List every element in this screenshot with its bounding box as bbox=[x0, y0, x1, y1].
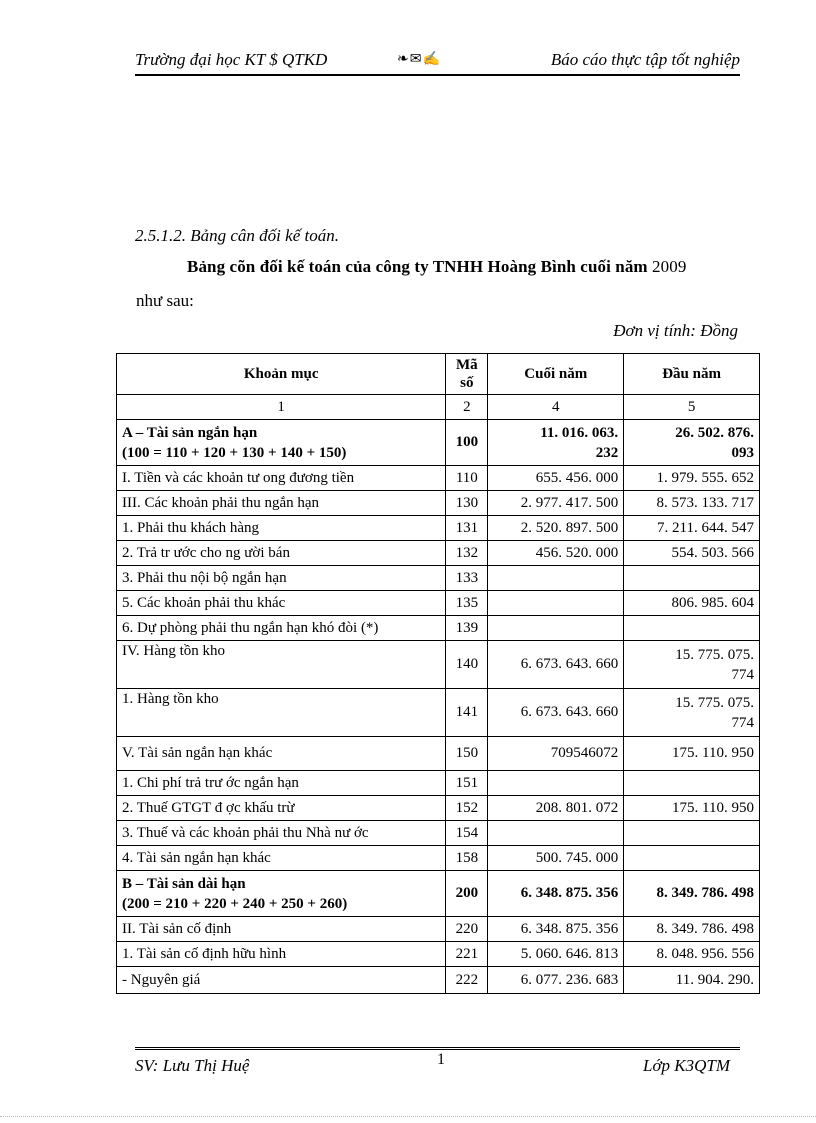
row-end: 2. 520. 897. 500 bbox=[488, 516, 624, 541]
row-end: 6. 673. 643. 660 bbox=[488, 641, 624, 689]
row-label: 1. Chi phí trả trư ớc ngắn hạn bbox=[117, 771, 446, 796]
header-item: Khoản mục bbox=[117, 354, 446, 395]
row-label: 1. Phải thu khách hàng bbox=[117, 516, 446, 541]
row-begin: 175. 110. 950 bbox=[624, 737, 760, 771]
row-begin bbox=[624, 846, 760, 871]
row-code: 141 bbox=[446, 689, 488, 737]
row-code: 135 bbox=[446, 591, 488, 616]
table-row bbox=[117, 491, 760, 516]
row-end: 456. 520. 000 bbox=[488, 541, 624, 566]
table-row bbox=[117, 871, 760, 917]
table-row bbox=[117, 942, 760, 967]
row-begin bbox=[624, 689, 760, 737]
table-row bbox=[117, 737, 760, 771]
row-end: 709546072 bbox=[488, 737, 624, 771]
row-end bbox=[488, 821, 624, 846]
row-begin: 8. 573. 133. 717 bbox=[624, 491, 760, 516]
row-end: 208. 801. 072 bbox=[488, 796, 624, 821]
row-begin bbox=[624, 616, 760, 641]
row-label: 4. Tài sản ngắn hạn khác bbox=[117, 846, 446, 871]
column-number-row bbox=[117, 395, 760, 420]
row-end bbox=[488, 420, 624, 466]
table-row bbox=[117, 771, 760, 796]
table-row bbox=[117, 917, 760, 942]
intro-text bbox=[187, 257, 686, 277]
row-end: 5. 060. 646. 813 bbox=[488, 942, 624, 967]
row-begin: 8. 349. 786. 498 bbox=[624, 917, 760, 942]
row-begin: 11. 904. 290. bbox=[624, 967, 760, 994]
row-code: 139 bbox=[446, 616, 488, 641]
row-label-line2: (200 = 210 + 220 + 240 + 250 + 260) bbox=[122, 895, 348, 912]
intro-continuation: như sau: bbox=[136, 291, 194, 310]
row-begin-line2: 774 bbox=[731, 666, 754, 683]
colnum-2: 2 bbox=[446, 395, 488, 420]
table-row bbox=[117, 796, 760, 821]
bottom-divider bbox=[0, 1116, 816, 1117]
table-row bbox=[117, 641, 760, 689]
table-row bbox=[117, 821, 760, 846]
row-label bbox=[117, 871, 446, 917]
table-row bbox=[117, 516, 760, 541]
row-end: 6. 673. 643. 660 bbox=[488, 689, 624, 737]
row-label-line1: B – Tài sản dài hạn bbox=[122, 875, 246, 892]
row-label: 2. Trả tr ước cho ng ười bán bbox=[117, 541, 446, 566]
header-ornament-icon: ❧✉✍ bbox=[397, 52, 441, 67]
row-label: 1. Hàng tồn kho bbox=[117, 689, 446, 737]
table-header-row bbox=[117, 354, 760, 395]
row-begin: 1. 979. 555. 652 bbox=[624, 466, 760, 491]
row-code: 222 bbox=[446, 967, 488, 994]
row-begin: 8. 349. 786. 498 bbox=[624, 871, 760, 917]
row-code: 221 bbox=[446, 942, 488, 967]
row-begin bbox=[624, 821, 760, 846]
table-row bbox=[117, 466, 760, 491]
row-end: 6. 077. 236. 683 bbox=[488, 967, 624, 994]
row-label: V. Tài sản ngắn hạn khác bbox=[117, 737, 446, 771]
header-end-year: Cuối năm bbox=[488, 354, 624, 395]
intro-year: 2009 bbox=[647, 257, 687, 276]
row-label: II. Tài sản cố định bbox=[117, 917, 446, 942]
footer-student: SV: Lưu Thị Huệ bbox=[135, 1056, 250, 1075]
row-end: 6. 348. 875. 356 bbox=[488, 917, 624, 942]
row-code: 110 bbox=[446, 466, 488, 491]
row-label: - Nguyên giá bbox=[117, 967, 446, 994]
row-begin-line2: 093 bbox=[731, 444, 754, 461]
row-begin: 8. 048. 956. 556 bbox=[624, 942, 760, 967]
header-code bbox=[446, 354, 488, 395]
table-row bbox=[117, 846, 760, 871]
row-label: I. Tiền và các khoản tư ong đương tiền bbox=[117, 466, 446, 491]
footer-class: Lớp K3QTM bbox=[642, 1056, 730, 1075]
row-begin bbox=[624, 566, 760, 591]
row-code: 133 bbox=[446, 566, 488, 591]
header-code-line2: số bbox=[460, 375, 474, 391]
row-end bbox=[488, 591, 624, 616]
section-title: 2.5.1.2. Bảng cân đối kế toán. bbox=[135, 226, 339, 245]
row-code: 130 bbox=[446, 491, 488, 516]
row-end bbox=[488, 771, 624, 796]
row-begin-line1: 26. 502. 876. bbox=[675, 424, 754, 441]
unit-label: Đơn vị tính: Đồng bbox=[613, 321, 738, 340]
row-code: 132 bbox=[446, 541, 488, 566]
row-code: 140 bbox=[446, 641, 488, 689]
row-end: 6. 348. 875. 356 bbox=[488, 871, 624, 917]
row-begin-line2: 774 bbox=[731, 714, 754, 731]
table-row bbox=[117, 420, 760, 466]
row-begin: 554. 503. 566 bbox=[624, 541, 760, 566]
row-end-line1: 11. 016. 063. bbox=[540, 424, 619, 441]
colnum-4: 4 bbox=[488, 395, 624, 420]
row-begin-line1: 15. 775. 075. bbox=[675, 694, 754, 711]
row-code: 131 bbox=[446, 516, 488, 541]
row-code: 150 bbox=[446, 737, 488, 771]
colnum-1: 1 bbox=[117, 395, 446, 420]
row-label: IV. Hàng tồn kho bbox=[117, 641, 446, 689]
row-end bbox=[488, 616, 624, 641]
row-label: 5. Các khoản phải thu khác bbox=[117, 591, 446, 616]
row-begin bbox=[624, 641, 760, 689]
row-begin: 7. 211. 644. 547 bbox=[624, 516, 760, 541]
page-header bbox=[135, 48, 740, 76]
colnum-5: 5 bbox=[624, 395, 760, 420]
row-code: 100 bbox=[446, 420, 488, 466]
row-end: 655. 456. 000 bbox=[488, 466, 624, 491]
row-begin-line1: 15. 775. 075. bbox=[675, 646, 754, 663]
table-row bbox=[117, 689, 760, 737]
row-label: 3. Phải thu nội bộ ngắn hạn bbox=[117, 566, 446, 591]
table-row bbox=[117, 591, 760, 616]
row-code: 220 bbox=[446, 917, 488, 942]
row-code: 154 bbox=[446, 821, 488, 846]
row-label-line1: A – Tài sản ngắn hạn bbox=[122, 424, 258, 441]
row-begin: 806. 985. 604 bbox=[624, 591, 760, 616]
table-row bbox=[117, 967, 760, 994]
row-label: 2. Thuế GTGT đ ợc khấu trừ bbox=[117, 796, 446, 821]
row-begin: 175. 110. 950 bbox=[624, 796, 760, 821]
table-row bbox=[117, 541, 760, 566]
row-label-line2: (100 = 110 + 120 + 130 + 140 + 150) bbox=[122, 444, 347, 461]
row-label: 1. Tài sản cố định hữu hình bbox=[117, 942, 446, 967]
row-begin bbox=[624, 420, 760, 466]
row-code: 200 bbox=[446, 871, 488, 917]
header-report-title: Báo cáo thực tập tốt nghiệp bbox=[550, 50, 740, 69]
row-end: 500. 745. 000 bbox=[488, 846, 624, 871]
page-footer bbox=[135, 1047, 740, 1080]
table-row bbox=[117, 616, 760, 641]
row-end-line2: 232 bbox=[595, 444, 619, 461]
footer-page-number: 1 bbox=[437, 1051, 445, 1068]
header-begin-year: Đầu năm bbox=[624, 354, 760, 395]
row-code: 152 bbox=[446, 796, 488, 821]
row-end: 2. 977. 417. 500 bbox=[488, 491, 624, 516]
row-end bbox=[488, 566, 624, 591]
intro-bold: Bảng cõn đối kế toán của công ty TNHH Hoàng Bình cuối năm bbox=[187, 257, 648, 276]
row-begin bbox=[624, 771, 760, 796]
header-school: Trường đại học KT $ QTKD bbox=[135, 50, 328, 69]
row-label: 6. Dự phòng phải thu ngắn hạn khó đòi (*) bbox=[117, 616, 446, 641]
balance-sheet-table bbox=[116, 353, 760, 994]
row-label: 3. Thuế và các khoản phải thu Nhà nư ớc bbox=[117, 821, 446, 846]
row-label: III. Các khoản phải thu ngắn hạn bbox=[117, 491, 446, 516]
table-row bbox=[117, 566, 760, 591]
header-code-line1: Mã bbox=[456, 357, 478, 373]
row-code: 158 bbox=[446, 846, 488, 871]
row-label bbox=[117, 420, 446, 466]
row-code: 151 bbox=[446, 771, 488, 796]
